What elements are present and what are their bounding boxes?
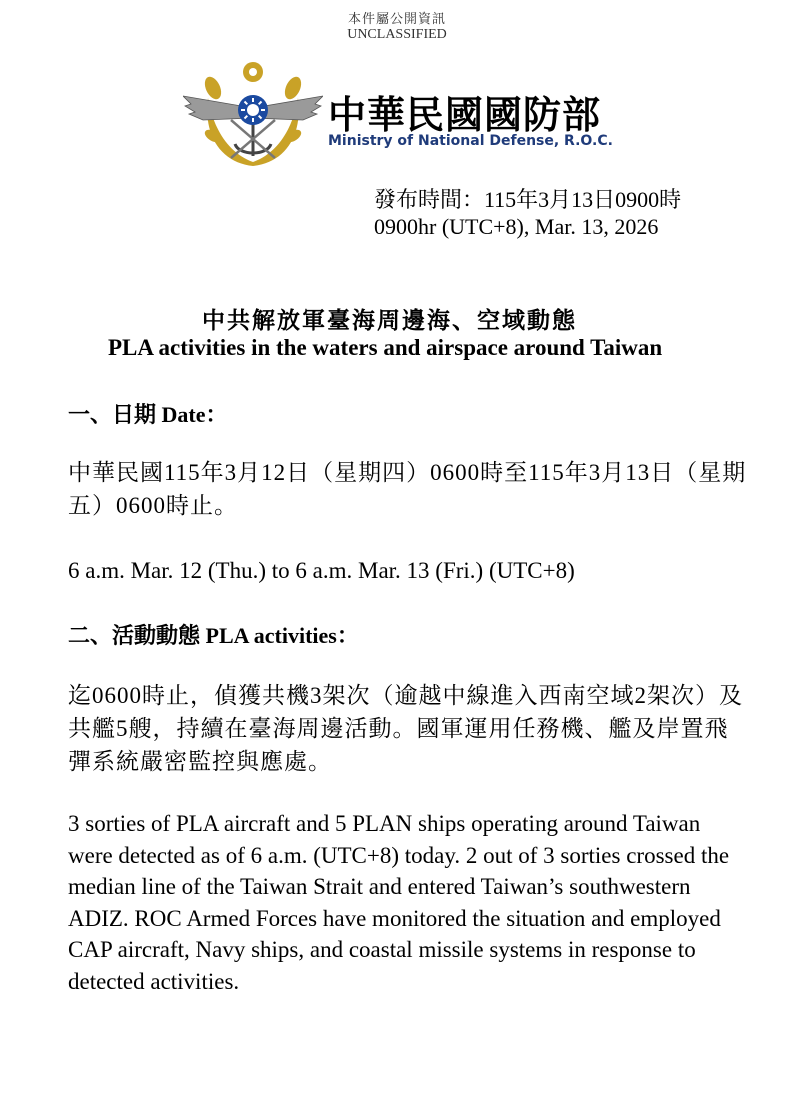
mnd-emblem-icon (183, 58, 323, 173)
ministry-name-en: Ministry of National Defense, R.O.C. (328, 133, 613, 149)
section-date-cn: 中華民國115年3月12日（星期四）0600時至115年3月13日（星期五）0600時止。 (68, 460, 747, 518)
section-activities-cn: 迄0600時止，偵獲共機3架次（逾越中線進入西南空域2架次）及共艦5艘，持續在臺海周邊活動。國軍運用任務機、艦及岸置飛彈系統嚴密監控與應處。 (68, 683, 743, 774)
ministry-name-cn: 中華民國國防部 (328, 93, 602, 137)
release-time-en: 0900hr (UTC+8), Mar. 13, 2026 (374, 214, 659, 239)
document-title-en: PLA activities in the waters and airspace around Taiwan (108, 335, 663, 360)
section-activities-heading: 二、活動動態 PLA activities： (68, 623, 359, 648)
classification-cn: 本件屬公開資訊 (347, 11, 446, 26)
release-time-cn: 發布時間：115年3月13日0900時 (374, 187, 682, 212)
classification-en: UNCLASSIFIED (347, 27, 447, 42)
section-activities-en: 3 sorties of PLA aircraft and 5 PLAN ships operating around Taiwan were detected as of 6 a.m. (UTC+8) today. 2 out of 3 sorties crossed the median line of the Taiwan Strait and entered Taiwan’s southwestern ADIZ. ROC Armed Forces have monitored the situation and employed CAP aircraft, Navy ships, and coastal missile systems in response to detected activities. (68, 811, 730, 994)
section-date-en: 6 a.m. Mar. 12 (Thu.) to 6 a.m. Mar. 13 (Fri.) (UTC+8) (68, 558, 575, 583)
document-title-cn: 中共解放軍臺海周邊海、空域動態 (202, 308, 577, 333)
section-date-heading: 一、日期 Date： (68, 402, 228, 427)
